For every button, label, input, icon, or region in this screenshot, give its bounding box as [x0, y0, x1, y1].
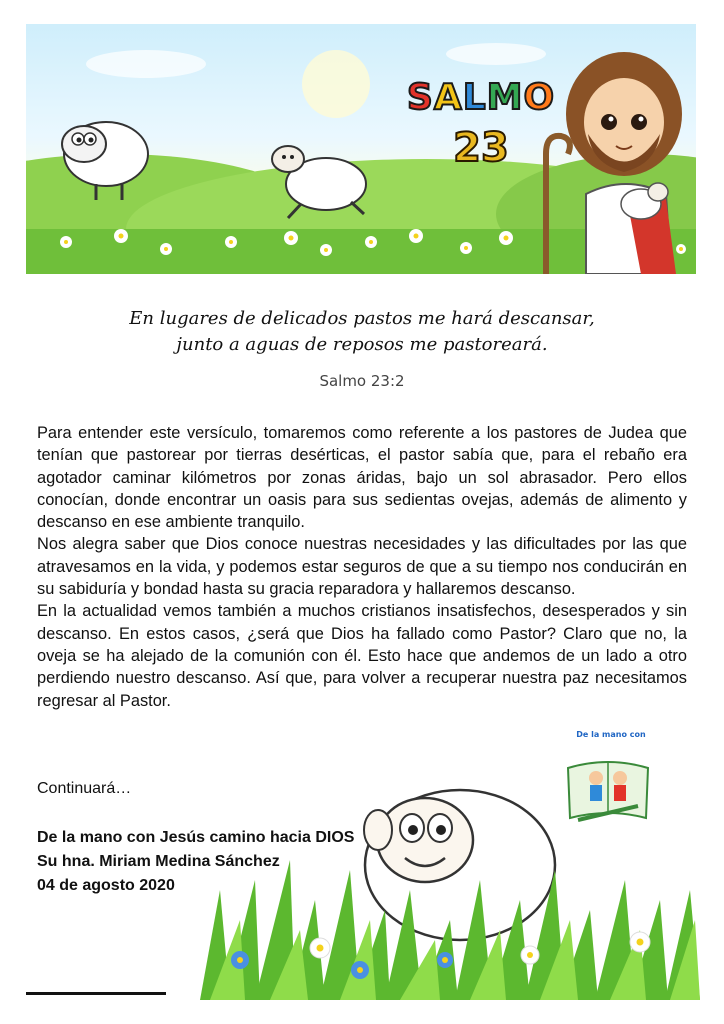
sheep-bottom-illustration [364, 790, 555, 940]
banner-title [386, 77, 576, 118]
banner-title-letter: L [462, 77, 487, 118]
signature-date: 04 de agosto 2020 [37, 877, 175, 894]
footer-rule [26, 992, 166, 995]
devotional-body [37, 422, 687, 712]
body-paragraph-3: En la actualidad vemos también a muchos cristianos insatisfechos, desesperados y sin descanso. En estos casos, ¿será que Dios ha fallado como Pastor? Claro que no, la oveja se ha alejado de la comunión con él. Esto hace que andemos de un lado a otro perdiendo nuestro descanso. Así que, para volver a recuperar nuestra paz necesitamos regresar al Pastor. [37, 602, 687, 710]
banner-title-text [407, 77, 555, 118]
logo-title: De la mano con [576, 730, 646, 739]
verse-quote [0, 306, 724, 358]
continued-note: Continuará… [37, 780, 132, 797]
banner-title-letter: O [523, 77, 556, 118]
banner-psalm-number: 23 [453, 125, 509, 171]
banner-title-letter: M [486, 77, 524, 118]
verse-reference: Salmo 23:2 [319, 372, 405, 390]
banner-title-letter: S [406, 77, 434, 118]
signature-ministry: De la mano con Jesús camino hacia DIOS [37, 829, 355, 846]
sheep-grass-illustration [200, 770, 700, 1000]
body-paragraph-1: Para entender este versículo, tomaremos como referente a los pastores de Judea que tenían que pastorear por tierras desérticas, el pastor sabía que, para el rebaño era agotador caminar kilómetros por zonas áridas, bajo un sol abrasador. Pero ellos conocían, donde encontrar un oasis para sus sedientas ovejas, además de alimento y descanso en ese ambiente tranquilo. [37, 424, 687, 532]
signature-author: Su hna. Miriam Medina Sánchez [37, 853, 280, 870]
body-paragraph-2: Nos alegra saber que Dios conoce nuestras necesidades y las dificultades por las que atravesamos en la vida, y podemos estar seguros de que a su tiempo nos conducirán en su sabiduría y bondad hasta su gracia reparadora y hallaremos descanso. [37, 535, 687, 599]
header-banner [26, 24, 696, 274]
banner-title-letter: A [433, 77, 463, 118]
verse-line-1: En lugares de delicados pastos me hará descansar, [129, 308, 595, 329]
verse-line-2: junto a aguas de reposos me pastoreará. [176, 334, 548, 355]
meadow-illustration [26, 24, 696, 274]
